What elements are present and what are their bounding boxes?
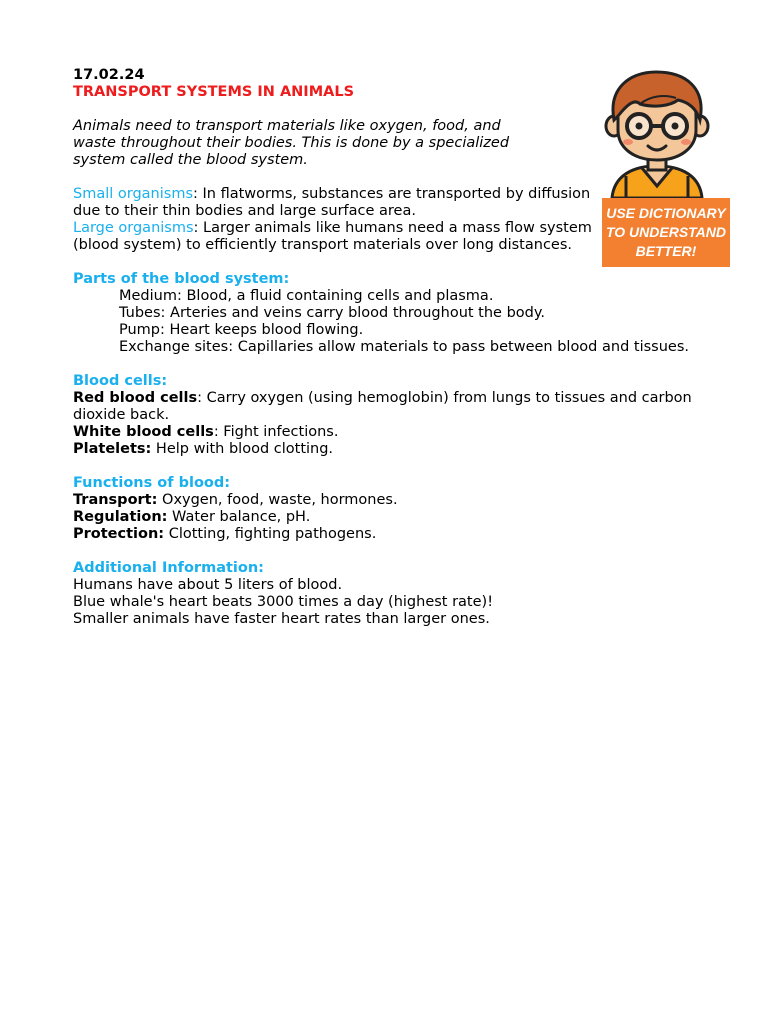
cells-term: White blood cells bbox=[73, 424, 214, 440]
large-organisms-text: : Larger animals like humans need a mass flow system (blood system) to efficiently transport materials over long distances. bbox=[73, 220, 592, 253]
parts-item: Pump: Heart keeps blood flowing. bbox=[119, 322, 364, 338]
small-organisms-term: Small organisms bbox=[73, 186, 194, 202]
functions-text: Water balance, pH. bbox=[167, 509, 311, 525]
functions-item bbox=[73, 492, 733, 509]
cells-term: Platelets: bbox=[73, 441, 152, 457]
callout-line: TO UNDERSTAND bbox=[605, 224, 727, 240]
functions-term: Protection: bbox=[73, 526, 165, 542]
cells-heading: Blood cells: bbox=[73, 373, 168, 389]
cells-text: : Fight infections. bbox=[213, 424, 339, 440]
additional-heading: Additional Information: bbox=[73, 560, 264, 576]
small-organisms-text: : In flatworms, substances are transported by diffusion due to their thin bodies and large surface area. bbox=[73, 186, 591, 219]
additional-item: Humans have about 5 liters of blood. bbox=[73, 577, 343, 593]
cells-item bbox=[73, 441, 733, 458]
document-date: 17.02.24 bbox=[73, 67, 145, 83]
large-organisms-paragraph bbox=[73, 220, 593, 254]
functions-term: Transport: bbox=[73, 492, 158, 508]
parts-heading: Parts of the blood system: bbox=[73, 271, 290, 287]
parts-item: Exchange sites: Capillaries allow materials to pass between blood and tissues. bbox=[119, 339, 689, 355]
additional-item: Smaller animals have faster heart rates than larger ones. bbox=[73, 611, 490, 627]
additional-item: Blue whale's heart beats 3000 times a day (highest rate)! bbox=[73, 594, 494, 610]
document-title: TRANSPORT SYSTEMS IN ANIMALS bbox=[73, 84, 355, 100]
parts-item: Medium: Blood, a fluid containing cells and plasma. bbox=[119, 288, 494, 304]
parts-item: Tubes: Arteries and veins carry blood throughout the body. bbox=[119, 305, 545, 321]
functions-item bbox=[73, 509, 733, 526]
cells-text: : Carry oxygen (using hemoglobin) from lungs to tissues and carbon dioxide back. bbox=[73, 390, 692, 423]
functions-item bbox=[73, 526, 733, 543]
functions-text: Oxygen, food, waste, hormones. bbox=[157, 492, 398, 508]
cells-term: Red blood cells bbox=[73, 390, 198, 406]
intro-line: system called the blood system. bbox=[73, 152, 308, 168]
cells-text: Help with blood clotting. bbox=[151, 441, 334, 457]
boy-with-glasses-icon bbox=[604, 68, 710, 198]
intro-line: Animals need to transport materials like oxygen, food, and bbox=[73, 118, 501, 134]
functions-text: Clotting, fighting pathogens. bbox=[164, 526, 377, 542]
cells-item bbox=[73, 390, 693, 424]
cells-item bbox=[73, 424, 733, 441]
callout-line: USE DICTIONARY bbox=[606, 205, 726, 221]
functions-term: Regulation: bbox=[73, 509, 168, 525]
functions-heading: Functions of blood: bbox=[73, 475, 231, 491]
small-organisms-paragraph bbox=[73, 186, 593, 220]
large-organisms-term: Large organisms bbox=[73, 220, 194, 236]
dictionary-callout bbox=[602, 198, 730, 267]
callout-line: BETTER! bbox=[635, 243, 697, 259]
intro-line: waste throughout their bodies. This is done by a specialized bbox=[73, 135, 510, 151]
